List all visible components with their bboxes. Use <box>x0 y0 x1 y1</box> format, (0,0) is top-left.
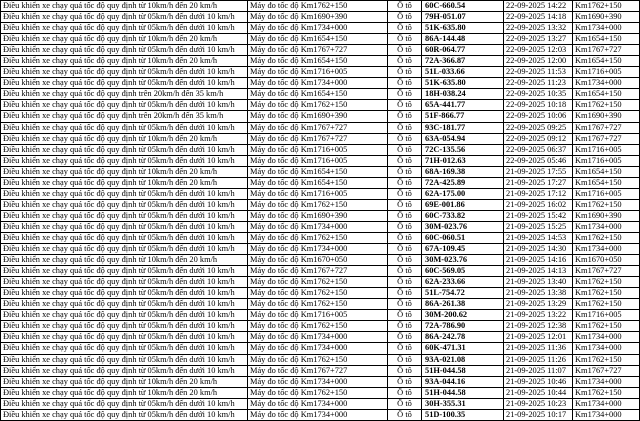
plate-cell: 30M-023.76 <box>422 255 504 266</box>
plate-cell: 71H-012.63 <box>422 155 504 166</box>
violation-cell: Điều khiển xe chạy quá tốc độ quy định từ 05km/h đến dưới 10 km/h <box>1 310 248 321</box>
time-cell: 22-09-2025 11:53 <box>504 67 573 78</box>
time-cell: 21-09-2025 10:46 <box>504 376 573 387</box>
vehicle-type-cell: Ô tô <box>388 266 422 277</box>
violation-cell: Điều khiển xe chạy quá tốc độ quy định từ 05km/h đến dưới 10 km/h <box>1 409 248 420</box>
device-cell: Máy đo tốc độ Km1734+000 <box>248 23 388 34</box>
violation-cell: Điều khiển xe chạy quá tốc độ quy định từ 10km/h đến 20 km/h <box>1 376 248 387</box>
location-cell: Km1716+005 <box>573 144 640 155</box>
violation-cell: Điều khiển xe chạy quá tốc độ quy định từ 05km/h đến dưới 10 km/h <box>1 398 248 409</box>
location-cell: Km1734+000 <box>573 332 640 343</box>
table-row <box>1 232 640 243</box>
table-row <box>1 376 640 387</box>
plate-cell: 51K-635.80 <box>422 23 504 34</box>
location-cell: Km1762+150 <box>573 299 640 310</box>
violation-cell: Điều khiển xe chạy quá tốc độ quy định từ 05km/h đến dưới 10 km/h <box>1 12 248 23</box>
table-row <box>1 332 640 343</box>
violation-cell: Điều khiển xe chạy quá tốc độ quy định từ 05km/h đến dưới 10 km/h <box>1 78 248 89</box>
violation-cell: Điều khiển xe chạy quá tốc độ quy định từ 10km/h đến 20 km/h <box>1 133 248 144</box>
vehicle-type-cell: Ô tô <box>388 45 422 56</box>
location-cell: Km1716+005 <box>573 155 640 166</box>
violation-cell: Điều khiển xe chạy quá tốc độ quy định từ 05km/h đến dưới 10 km/h <box>1 144 248 155</box>
violation-cell: Điều khiển xe chạy quá tốc độ quy định từ 05km/h đến dưới 10 km/h <box>1 299 248 310</box>
plate-cell: 63A-054.94 <box>422 133 504 144</box>
location-cell: Km1762+150 <box>573 288 640 299</box>
plate-cell: 72A-366.87 <box>422 56 504 67</box>
violation-cell: Điều khiển xe chạy quá tốc độ quy định từ 05km/h đến dưới 10 km/h <box>1 288 248 299</box>
vehicle-type-cell: Ô tô <box>388 277 422 288</box>
plate-cell: 60C-660.54 <box>422 1 504 12</box>
location-cell: Km1762+150 <box>573 354 640 365</box>
time-cell: 21-09-2025 11:26 <box>504 354 573 365</box>
violation-cell: Điều khiển xe chạy quá tốc độ quy định trên 20km/h đến 35 km/h <box>1 111 248 122</box>
vehicle-type-cell: Ô tô <box>388 343 422 354</box>
plate-cell: 51L-033.66 <box>422 67 504 78</box>
device-cell: Máy đo tốc độ Km1762+150 <box>248 232 388 243</box>
device-cell: Máy đo tốc độ Km1654+150 <box>248 34 388 45</box>
device-cell: Máy đo tốc độ Km1762+150 <box>248 199 388 210</box>
time-cell: 22-09-2025 14:18 <box>504 12 573 23</box>
vehicle-type-cell: Ô tô <box>388 89 422 100</box>
violation-cell: Điều khiển xe chạy quá tốc độ quy định từ 10km/h đến 20 km/h <box>1 166 248 177</box>
vehicle-type-cell: Ô tô <box>388 144 422 155</box>
time-cell: 22-09-2025 13:27 <box>504 34 573 45</box>
violation-cell: Điều khiển xe chạy quá tốc độ quy định từ 05km/h đến dưới 10 km/h <box>1 67 248 78</box>
device-cell: Máy đo tốc độ Km1690+390 <box>248 12 388 23</box>
vehicle-type-cell: Ô tô <box>388 354 422 365</box>
location-cell: Km1734+000 <box>573 398 640 409</box>
vehicle-type-cell: Ô tô <box>388 67 422 78</box>
time-cell: 21-09-2025 14:16 <box>504 255 573 266</box>
vehicle-type-cell: Ô tô <box>388 365 422 376</box>
plate-cell: 51D-100.35 <box>422 409 504 420</box>
location-cell: Km1654+150 <box>573 89 640 100</box>
plate-cell: 60R-064.77 <box>422 45 504 56</box>
location-cell: Km1767+727 <box>573 45 640 56</box>
vehicle-type-cell: Ô tô <box>388 188 422 199</box>
location-cell: Km1762+150 <box>573 199 640 210</box>
table-row <box>1 409 640 420</box>
table-row <box>1 365 640 376</box>
device-cell: Máy đo tốc độ Km1762+150 <box>248 354 388 365</box>
location-cell: Km1654+150 <box>573 177 640 188</box>
vehicle-type-cell: Ô tô <box>388 34 422 45</box>
plate-cell: 18H-038.24 <box>422 89 504 100</box>
table-row <box>1 177 640 188</box>
location-cell: Km1767+727 <box>573 365 640 376</box>
violation-cell: Điều khiển xe chạy quá tốc độ quy định từ 05km/h đến dưới 10 km/h <box>1 365 248 376</box>
vehicle-type-cell: Ô tô <box>388 56 422 67</box>
location-cell: Km1734+000 <box>573 343 640 354</box>
violation-cell: Điều khiển xe chạy quá tốc độ quy định từ 05km/h đến dưới 10 km/h <box>1 244 248 255</box>
vehicle-type-cell: Ô tô <box>388 221 422 232</box>
plate-cell: 60C-569.05 <box>422 266 504 277</box>
plate-cell: 60C-733.82 <box>422 210 504 221</box>
location-cell: Km1762+150 <box>573 1 640 12</box>
plate-cell: 60C-060.51 <box>422 232 504 243</box>
time-cell: 21-09-2025 14:53 <box>504 232 573 243</box>
table-row <box>1 321 640 332</box>
table-row <box>1 34 640 45</box>
vehicle-type-cell: Ô tô <box>388 232 422 243</box>
table-row <box>1 1 640 12</box>
plate-cell: 30M-023.76 <box>422 221 504 232</box>
vehicle-type-cell: Ô tô <box>388 299 422 310</box>
violation-cell: Điều khiển xe chạy quá tốc độ quy định từ 05km/h đến dưới 10 km/h <box>1 321 248 332</box>
vehicle-type-cell: Ô tô <box>388 122 422 133</box>
violation-cell: Điều khiển xe chạy quá tốc độ quy định từ 05km/h đến dưới 10 km/h <box>1 155 248 166</box>
plate-cell: 86A-144.48 <box>422 34 504 45</box>
time-cell: 22-09-2025 06:37 <box>504 144 573 155</box>
violation-cell: Điều khiển xe chạy quá tốc độ quy định từ 05km/h đến dưới 10 km/h <box>1 100 248 111</box>
time-cell: 21-09-2025 17:55 <box>504 166 573 177</box>
vehicle-type-cell: Ô tô <box>388 78 422 89</box>
time-cell: 21-09-2025 10:44 <box>504 387 573 398</box>
violation-cell: Điều khiển xe chạy quá tốc độ quy định từ 10km/h đến 20 km/h <box>1 177 248 188</box>
time-cell: 22-09-2025 12:00 <box>504 56 573 67</box>
vehicle-type-cell: Ô tô <box>388 23 422 34</box>
device-cell: Máy đo tốc độ Km1734+000 <box>248 398 388 409</box>
plate-cell: 51H-044.58 <box>422 365 504 376</box>
violations-table-body <box>1 1 640 421</box>
violation-cell: Điều khiển xe chạy quá tốc độ quy định từ 05km/h đến dưới 10 km/h <box>1 210 248 221</box>
time-cell: 21-09-2025 10:23 <box>504 398 573 409</box>
device-cell: Máy đo tốc độ Km1762+150 <box>248 288 388 299</box>
violation-cell: Điều khiển xe chạy quá tốc độ quy định từ 05km/h đến dưới 10 km/h <box>1 45 248 56</box>
location-cell: Km1734+000 <box>573 376 640 387</box>
violation-cell: Điều khiển xe chạy quá tốc độ quy định từ 05km/h đến dưới 10 km/h <box>1 23 248 34</box>
time-cell: 21-09-2025 15:25 <box>504 221 573 232</box>
location-cell: Km1734+000 <box>573 409 640 420</box>
device-cell: Máy đo tốc độ Km1767+727 <box>248 133 388 144</box>
location-cell: Km1734+000 <box>573 244 640 255</box>
device-cell: Máy đo tốc độ Km1762+150 <box>248 100 388 111</box>
table-row <box>1 122 640 133</box>
plate-cell: 65A-441.77 <box>422 100 504 111</box>
vehicle-type-cell: Ô tô <box>388 1 422 12</box>
device-cell: Máy đo tốc độ Km1716+005 <box>248 144 388 155</box>
device-cell: Máy đo tốc độ Km1734+000 <box>248 244 388 255</box>
vehicle-type-cell: Ô tô <box>388 100 422 111</box>
time-cell: 22-09-2025 14:22 <box>504 1 573 12</box>
plate-cell: 72C-135.56 <box>422 144 504 155</box>
table-row <box>1 89 640 100</box>
time-cell: 22-09-2025 13:32 <box>504 23 573 34</box>
table-row <box>1 266 640 277</box>
location-cell: Km1690+390 <box>573 210 640 221</box>
device-cell: Máy đo tốc độ Km1762+150 <box>248 299 388 310</box>
time-cell: 21-09-2025 14:30 <box>504 244 573 255</box>
plate-cell: 93A-021.08 <box>422 354 504 365</box>
location-cell: Km1654+150 <box>573 56 640 67</box>
device-cell: Máy đo tốc độ Km1734+000 <box>248 343 388 354</box>
time-cell: 22-09-2025 10:35 <box>504 89 573 100</box>
table-row <box>1 199 640 210</box>
table-row <box>1 155 640 166</box>
location-cell: Km1654+150 <box>573 166 640 177</box>
plate-cell: 93A-044.16 <box>422 376 504 387</box>
plate-cell: 62A-175.00 <box>422 188 504 199</box>
violation-cell: Điều khiển xe chạy quá tốc độ quy định từ 10km/h đến 20 km/h <box>1 1 248 12</box>
time-cell: 22-09-2025 11:23 <box>504 78 573 89</box>
table-row <box>1 100 640 111</box>
violation-cell: Điều khiển xe chạy quá tốc độ quy định từ 10km/h đến 20 km/h <box>1 34 248 45</box>
violation-cell: Điều khiển xe chạy quá tốc độ quy định từ 10km/h đến 20 km/h <box>1 255 248 266</box>
vehicle-type-cell: Ô tô <box>388 255 422 266</box>
violation-cell: Điều khiển xe chạy quá tốc độ quy định từ 05km/h đến dưới 10 km/h <box>1 354 248 365</box>
vehicle-type-cell: Ô tô <box>388 111 422 122</box>
device-cell: Máy đo tốc độ Km1767+727 <box>248 45 388 56</box>
vehicle-type-cell: Ô tô <box>388 199 422 210</box>
violation-cell: Điều khiển xe chạy quá tốc độ quy định từ 10km/h đến 20 km/h <box>1 56 248 67</box>
vehicle-type-cell: Ô tô <box>388 155 422 166</box>
time-cell: 22-09-2025 05:46 <box>504 155 573 166</box>
vehicle-type-cell: Ô tô <box>388 398 422 409</box>
plate-cell: 62A-233.66 <box>422 277 504 288</box>
location-cell: Km1762+150 <box>573 387 640 398</box>
table-row <box>1 277 640 288</box>
plate-cell: 51L-754.72 <box>422 288 504 299</box>
table-row <box>1 310 640 321</box>
table-row <box>1 210 640 221</box>
plate-cell: 60K-471.31 <box>422 343 504 354</box>
vehicle-type-cell: Ô tô <box>388 376 422 387</box>
table-row <box>1 45 640 56</box>
location-cell: Km1767+727 <box>573 266 640 277</box>
plate-cell: 93C-181.77 <box>422 122 504 133</box>
violation-cell: Điều khiển xe chạy quá tốc độ quy định từ 05km/h đến dưới 10 km/h <box>1 266 248 277</box>
device-cell: Máy đo tốc độ Km1654+150 <box>248 56 388 67</box>
time-cell: 21-09-2025 17:12 <box>504 188 573 199</box>
table-row <box>1 78 640 89</box>
location-cell: Km1690+390 <box>573 111 640 122</box>
vehicle-type-cell: Ô tô <box>388 12 422 23</box>
time-cell: 22-09-2025 10:06 <box>504 111 573 122</box>
table-row <box>1 144 640 155</box>
plate-cell: 67A-109.45 <box>422 244 504 255</box>
vehicle-type-cell: Ô tô <box>388 133 422 144</box>
table-row <box>1 221 640 232</box>
time-cell: 21-09-2025 11:36 <box>504 343 573 354</box>
vehicle-type-cell: Ô tô <box>388 288 422 299</box>
table-row <box>1 255 640 266</box>
device-cell: Máy đo tốc độ Km1716+005 <box>248 67 388 78</box>
location-cell: Km1716+005 <box>573 188 640 199</box>
plate-cell: 86A-242.78 <box>422 332 504 343</box>
location-cell: Km1654+150 <box>573 34 640 45</box>
violation-cell: Điều khiển xe chạy quá tốc độ quy định từ 05km/h đến dưới 10 km/h <box>1 232 248 243</box>
device-cell: Máy đo tốc độ Km1690+390 <box>248 210 388 221</box>
time-cell: 21-09-2025 15:42 <box>504 210 573 221</box>
table-row <box>1 67 640 78</box>
table-row <box>1 133 640 144</box>
location-cell: Km1762+150 <box>573 100 640 111</box>
device-cell: Máy đo tốc độ Km1654+150 <box>248 166 388 177</box>
time-cell: 22-09-2025 09:12 <box>504 133 573 144</box>
location-cell: Km1762+150 <box>573 277 640 288</box>
time-cell: 22-09-2025 09:25 <box>504 122 573 133</box>
device-cell: Máy đo tốc độ Km1762+150 <box>248 387 388 398</box>
device-cell: Máy đo tốc độ Km1767+727 <box>248 122 388 133</box>
table-row <box>1 288 640 299</box>
table-row <box>1 244 640 255</box>
location-cell: Km1716+005 <box>573 67 640 78</box>
plate-cell: 72A-425.89 <box>422 177 504 188</box>
table-row <box>1 23 640 34</box>
violation-cell: Điều khiển xe chạy quá tốc độ quy định trên 20km/h đến 35 km/h <box>1 89 248 100</box>
vehicle-type-cell: Ô tô <box>388 244 422 255</box>
location-cell: Km1734+000 <box>573 78 640 89</box>
table-row <box>1 387 640 398</box>
table-row <box>1 56 640 67</box>
plate-cell: 69E-001.86 <box>422 199 504 210</box>
plate-cell: 30H-355.31 <box>422 398 504 409</box>
device-cell: Máy đo tốc độ Km1734+000 <box>248 78 388 89</box>
table-row <box>1 111 640 122</box>
vehicle-type-cell: Ô tô <box>388 409 422 420</box>
device-cell: Máy đo tốc độ Km1767+727 <box>248 266 388 277</box>
device-cell: Máy đo tốc độ Km1716+005 <box>248 310 388 321</box>
device-cell: Máy đo tốc độ Km1654+150 <box>248 89 388 100</box>
time-cell: 21-09-2025 17:27 <box>504 177 573 188</box>
time-cell: 21-09-2025 13:38 <box>504 288 573 299</box>
location-cell: Km1762+150 <box>573 232 640 243</box>
device-cell: Máy đo tốc độ Km1716+005 <box>248 155 388 166</box>
time-cell: 21-09-2025 13:29 <box>504 299 573 310</box>
plate-cell: 51F-866.77 <box>422 111 504 122</box>
violation-cell: Điều khiển xe chạy quá tốc độ quy định từ 05km/h đến dưới 10 km/h <box>1 199 248 210</box>
plate-cell: 72A-786.90 <box>422 321 504 332</box>
table-row <box>1 188 640 199</box>
location-cell: Km1734+000 <box>573 221 640 232</box>
time-cell: 21-09-2025 11:07 <box>504 365 573 376</box>
time-cell: 21-09-2025 16:02 <box>504 199 573 210</box>
table-row <box>1 343 640 354</box>
vehicle-type-cell: Ô tô <box>388 166 422 177</box>
device-cell: Máy đo tốc độ Km1716+005 <box>248 188 388 199</box>
device-cell: Máy đo tốc độ Km1670+050 <box>248 255 388 266</box>
violation-cell: Điều khiển xe chạy quá tốc độ quy định từ 05km/h đến dưới 10 km/h <box>1 343 248 354</box>
device-cell: Máy đo tốc độ Km1734+000 <box>248 409 388 420</box>
table-row <box>1 12 640 23</box>
plate-cell: 86A-261.38 <box>422 299 504 310</box>
table-row <box>1 299 640 310</box>
vehicle-type-cell: Ô tô <box>388 332 422 343</box>
violation-cell: Điều khiển xe chạy quá tốc độ quy định từ 05km/h đến dưới 10 km/h <box>1 332 248 343</box>
plate-cell: 51K-635.80 <box>422 78 504 89</box>
device-cell: Máy đo tốc độ Km1734+000 <box>248 376 388 387</box>
location-cell: Km1767+727 <box>573 133 640 144</box>
device-cell: Máy đo tốc độ Km1762+150 <box>248 277 388 288</box>
time-cell: 21-09-2025 12:01 <box>504 332 573 343</box>
time-cell: 22-09-2025 12:03 <box>504 45 573 56</box>
time-cell: 21-09-2025 14:13 <box>504 266 573 277</box>
vehicle-type-cell: Ô tô <box>388 321 422 332</box>
location-cell: Km1767+727 <box>573 122 640 133</box>
time-cell: 21-09-2025 10:17 <box>504 409 573 420</box>
table-row <box>1 166 640 177</box>
location-cell: Km1762+150 <box>573 321 640 332</box>
location-cell: Km1734+000 <box>573 23 640 34</box>
device-cell: Máy đo tốc độ Km1734+000 <box>248 221 388 232</box>
plate-cell: 51H-044.58 <box>422 387 504 398</box>
table-row <box>1 354 640 365</box>
vehicle-type-cell: Ô tô <box>388 310 422 321</box>
violation-cell: Điều khiển xe chạy quá tốc độ quy định từ 05km/h đến dưới 10 km/h <box>1 277 248 288</box>
vehicle-type-cell: Ô tô <box>388 177 422 188</box>
device-cell: Máy đo tốc độ Km1734+000 <box>248 332 388 343</box>
device-cell: Máy đo tốc độ Km1762+150 <box>248 1 388 12</box>
device-cell: Máy đo tốc độ Km1690+390 <box>248 111 388 122</box>
plate-cell: 68A-169.38 <box>422 166 504 177</box>
device-cell: Máy đo tốc độ Km1767+727 <box>248 365 388 376</box>
time-cell: 21-09-2025 13:22 <box>504 310 573 321</box>
time-cell: 22-09-2025 10:18 <box>504 100 573 111</box>
time-cell: 21-09-2025 13:40 <box>504 277 573 288</box>
time-cell: 21-09-2025 12:38 <box>504 321 573 332</box>
location-cell: Km1670+050 <box>573 255 640 266</box>
device-cell: Máy đo tốc độ Km1762+150 <box>248 321 388 332</box>
device-cell: Máy đo tốc độ Km1654+150 <box>248 177 388 188</box>
vehicle-type-cell: Ô tô <box>388 210 422 221</box>
plate-cell: 30M-200.62 <box>422 310 504 321</box>
plate-cell: 79H-051.07 <box>422 12 504 23</box>
violation-cell: Điều khiển xe chạy quá tốc độ quy định từ 05km/h đến dưới 10 km/h <box>1 188 248 199</box>
vehicle-type-cell: Ô tô <box>388 387 422 398</box>
violation-cell: Điều khiển xe chạy quá tốc độ quy định từ 05km/h đến dưới 10 km/h <box>1 122 248 133</box>
violation-cell: Điều khiển xe chạy quá tốc độ quy định từ 10km/h đến 20 km/h <box>1 387 248 398</box>
location-cell: Km1690+390 <box>573 12 640 23</box>
violation-cell: Điều khiển xe chạy quá tốc độ quy định từ 05km/h đến dưới 10 km/h <box>1 221 248 232</box>
location-cell: Km1716+005 <box>573 310 640 321</box>
